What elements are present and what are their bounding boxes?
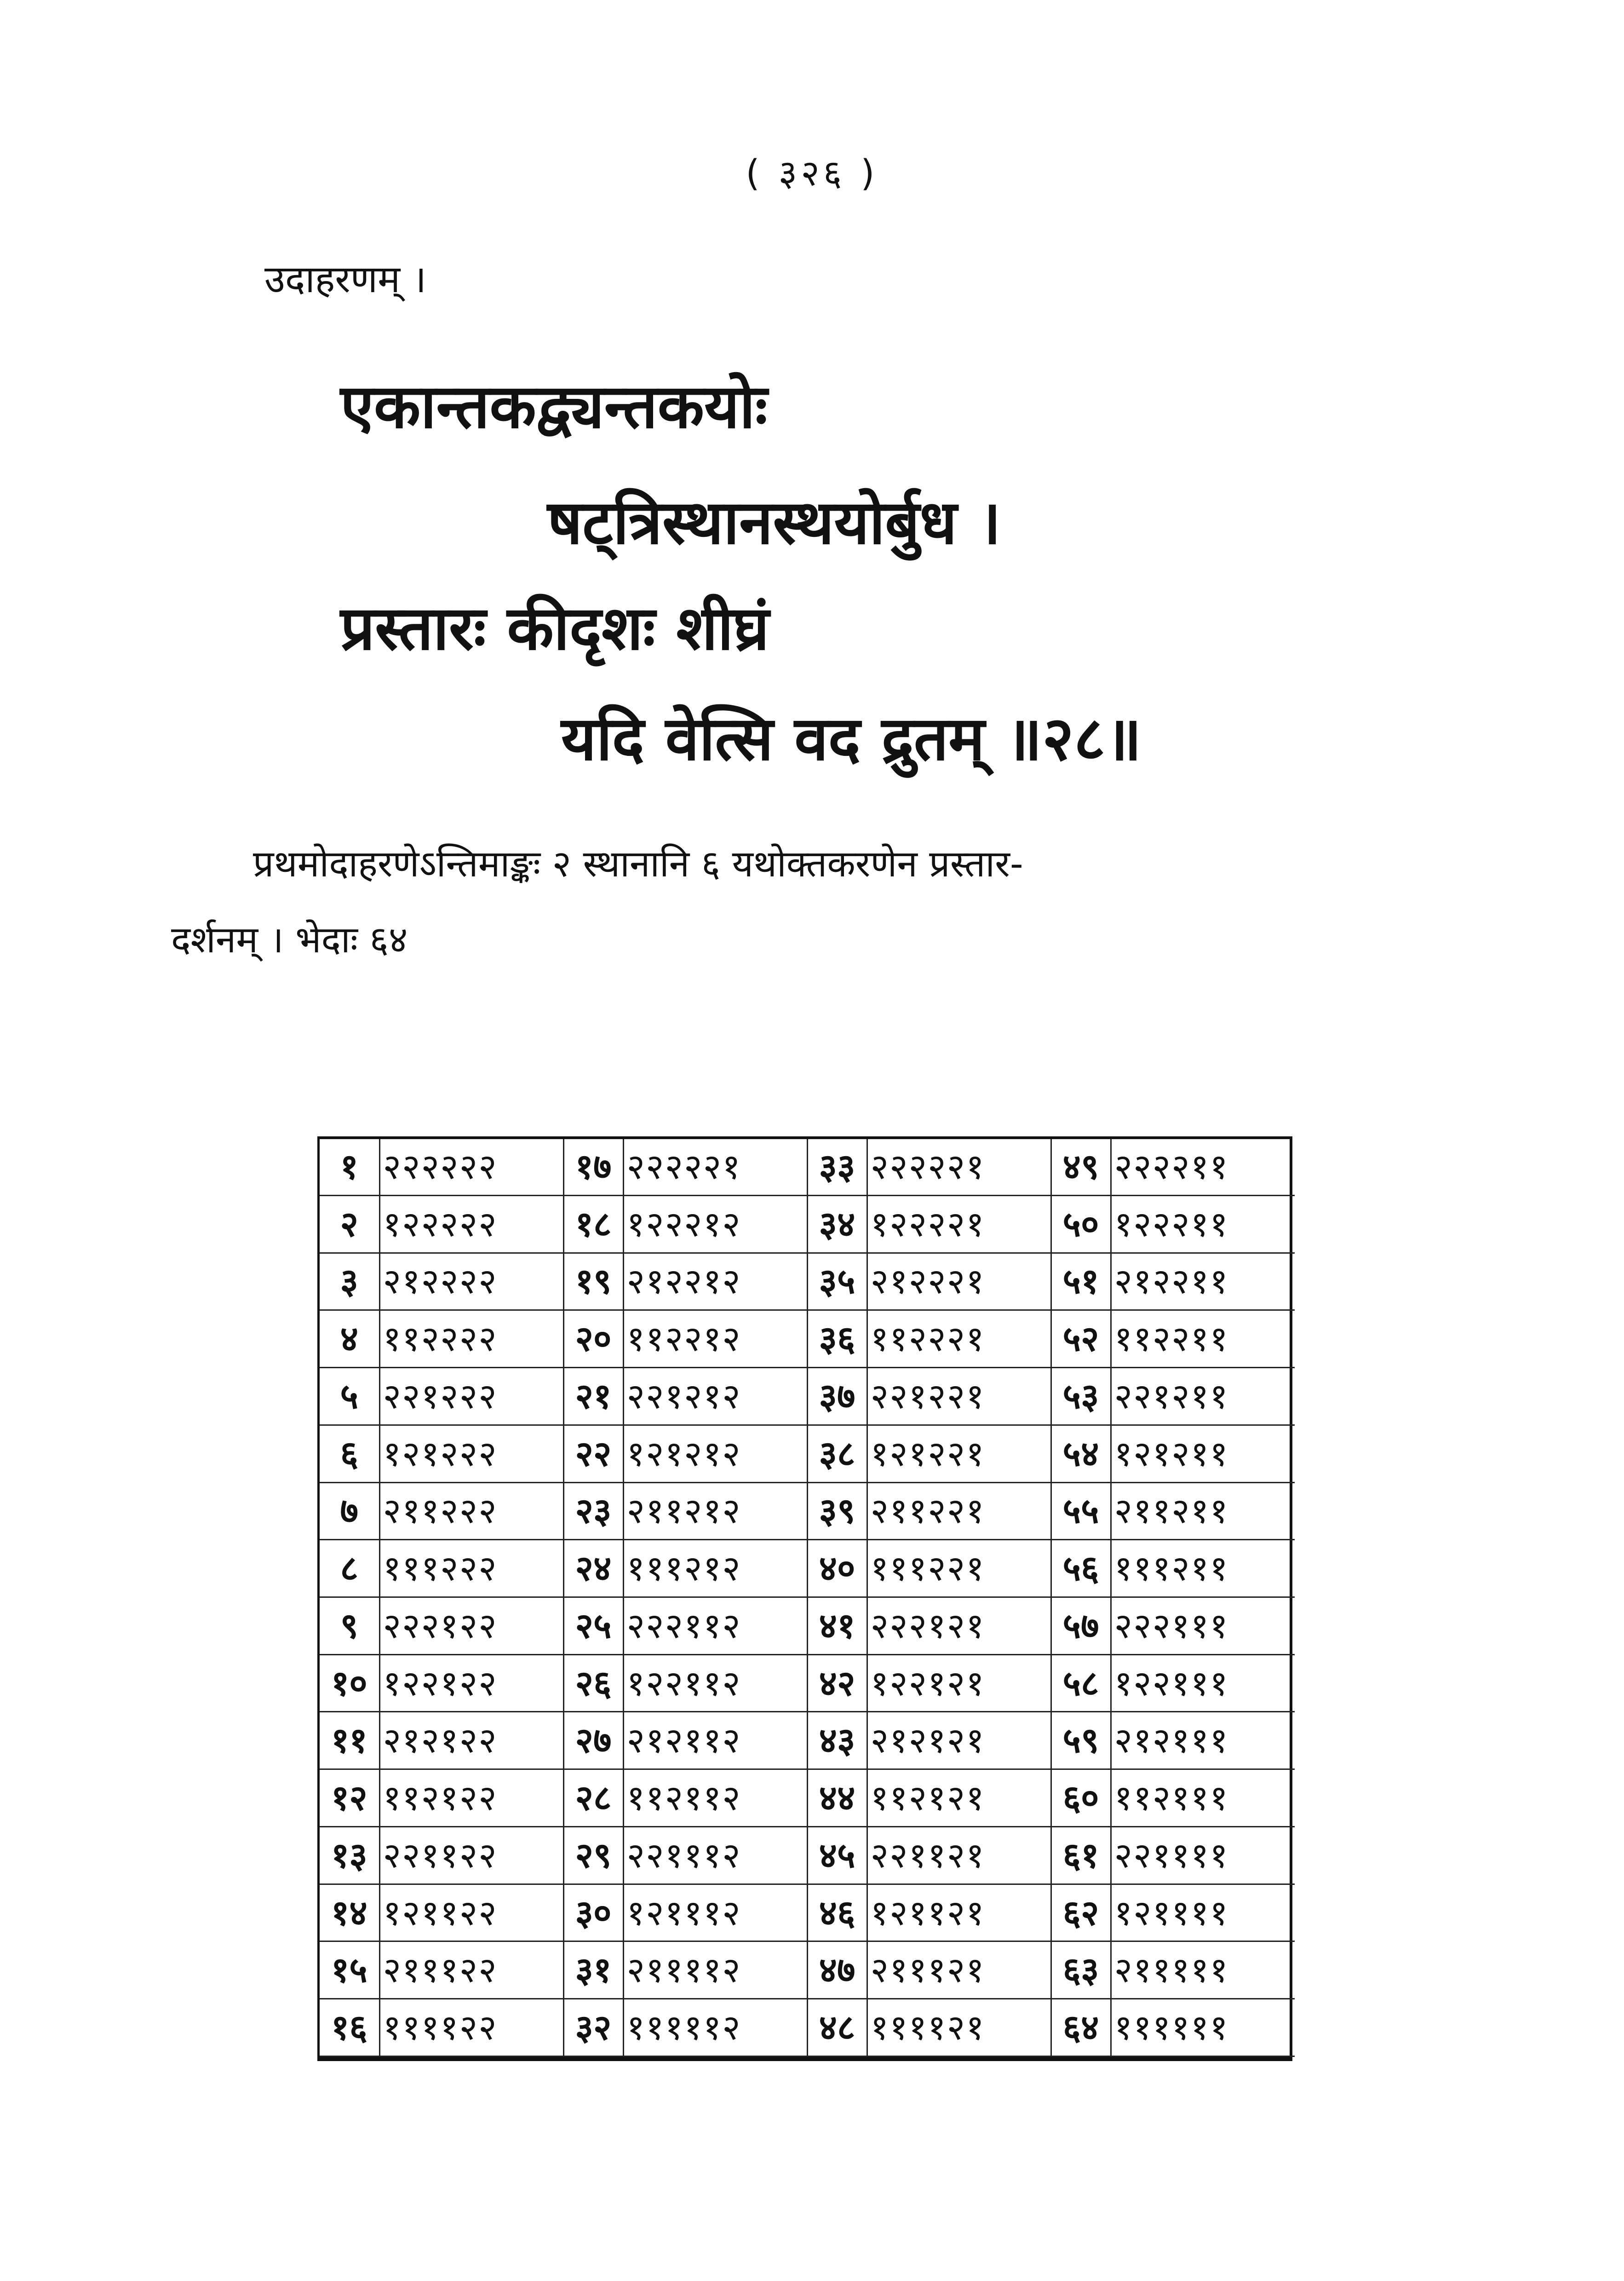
row-number-cell: ११ xyxy=(320,1712,379,1769)
row-number-cell: २३ xyxy=(563,1482,623,1540)
pattern-cell: २२२२११ xyxy=(1111,1139,1295,1195)
pattern-cell: ११११२२ xyxy=(379,1999,563,2056)
row-number-cell: ३ xyxy=(320,1253,379,1310)
pattern-cell: १११२११ xyxy=(1111,1540,1295,1597)
pattern-cell: १११२२२ xyxy=(379,1540,563,1597)
table-row xyxy=(320,1425,1295,1482)
pattern-cell: २२१२२१ xyxy=(867,1368,1051,1425)
pattern-cell: २११२२२ xyxy=(379,1482,563,1540)
row-number-cell: १ xyxy=(320,1139,379,1195)
page-number: ( ३२६ ) xyxy=(746,153,878,194)
row-number-cell: ४२ xyxy=(807,1654,867,1712)
pattern-cell: २११२२१ xyxy=(867,1482,1051,1540)
row-number-cell: ३६ xyxy=(807,1310,867,1368)
pattern-cell: १२१२२१ xyxy=(867,1425,1051,1482)
pattern-cell: २११२११ xyxy=(1111,1482,1295,1540)
row-number-cell: ८ xyxy=(320,1540,379,1597)
table-row xyxy=(320,1597,1295,1655)
table-row xyxy=(320,1368,1295,1425)
pattern-cell: २१११२२ xyxy=(379,1941,563,1999)
row-number-cell: ५४ xyxy=(1051,1425,1111,1482)
row-number-cell: १९ xyxy=(563,1253,623,1310)
row-number-cell: ५३ xyxy=(1051,1368,1111,1425)
pattern-cell: २२२११२ xyxy=(623,1597,807,1655)
pattern-cell: २२११२२ xyxy=(379,1826,563,1884)
row-number-cell: ४९ xyxy=(1051,1139,1111,1195)
pattern-cell: १२२२२२ xyxy=(379,1195,563,1253)
pattern-cell: १२१२१२ xyxy=(623,1425,807,1482)
table-row xyxy=(320,1999,1295,2056)
pattern-cell: २२११११ xyxy=(1111,1826,1295,1884)
row-number-cell: ६१ xyxy=(1051,1826,1111,1884)
row-number-cell: १३ xyxy=(320,1826,379,1884)
row-number-cell: २१ xyxy=(563,1368,623,1425)
table-row xyxy=(320,1253,1295,1310)
row-number-cell: ३८ xyxy=(807,1425,867,1482)
row-number-cell: ५१ xyxy=(1051,1253,1111,1310)
row-number-cell: ५० xyxy=(1051,1195,1111,1253)
row-number-cell: २५ xyxy=(563,1597,623,1655)
row-number-cell: ५९ xyxy=(1051,1712,1111,1769)
pattern-cell: २१२२११ xyxy=(1111,1253,1295,1310)
table-row xyxy=(320,1195,1295,1253)
pattern-cell: ११२११२ xyxy=(623,1769,807,1827)
pattern-cell: ११२१२२ xyxy=(379,1769,563,1827)
row-number-cell: ३२ xyxy=(563,1999,623,2056)
pattern-cell: ११२२२१ xyxy=(867,1310,1051,1368)
pattern-cell: २११२१२ xyxy=(623,1482,807,1540)
pattern-cell: १२२२२१ xyxy=(867,1195,1051,1253)
pattern-cell: २१२१११ xyxy=(1111,1712,1295,1769)
pattern-cell: २२२१२२ xyxy=(379,1597,563,1655)
row-number-cell: ३४ xyxy=(807,1195,867,1253)
table-row xyxy=(320,1654,1295,1712)
row-number-cell: ६० xyxy=(1051,1769,1111,1827)
row-number-cell: ९ xyxy=(320,1597,379,1655)
pattern-cell: २२२२२२ xyxy=(379,1139,563,1195)
row-number-cell: ५२ xyxy=(1051,1310,1111,1368)
pattern-cell: १२११११ xyxy=(1111,1884,1295,1941)
row-number-cell: ४१ xyxy=(807,1597,867,1655)
row-number-cell: २६ xyxy=(563,1654,623,1712)
row-number-cell: १० xyxy=(320,1654,379,1712)
commentary-line-2: दर्शनम् । भेदाः ६४ xyxy=(171,918,408,961)
row-number-cell: १४ xyxy=(320,1884,379,1941)
table-row xyxy=(320,1712,1295,1769)
row-number-cell: ५७ xyxy=(1051,1597,1111,1655)
pattern-cell: १२२१२१ xyxy=(867,1654,1051,1712)
row-number-cell: ४३ xyxy=(807,1712,867,1769)
table-row xyxy=(320,1540,1295,1597)
table-row xyxy=(320,1769,1295,1827)
pattern-cell: २११११२ xyxy=(623,1941,807,1999)
row-number-cell: ३० xyxy=(563,1884,623,1941)
pattern-cell: १२२२१२ xyxy=(623,1195,807,1253)
row-number-cell: २२ xyxy=(563,1425,623,1482)
row-number-cell: ४७ xyxy=(807,1941,867,1999)
pattern-cell: २१२२२२ xyxy=(379,1253,563,1310)
pattern-cell: १२११२२ xyxy=(379,1884,563,1941)
table-row xyxy=(320,1826,1295,1884)
pattern-cell: २१२११२ xyxy=(623,1712,807,1769)
pattern-cell: ११२२१२ xyxy=(623,1310,807,1368)
commentary-line-1: प्रथमोदाहरणेऽन्तिमाङ्कः २ स्थानानि ६ यथोक्तकरणेन प्रस्तार- xyxy=(253,842,1023,885)
example-heading: उदाहरणम् । xyxy=(264,258,427,301)
pattern-cell: २२१११२ xyxy=(623,1826,807,1884)
row-number-cell: ३९ xyxy=(807,1482,867,1540)
row-number-cell: ७ xyxy=(320,1482,379,1540)
row-number-cell: ४५ xyxy=(807,1826,867,1884)
row-number-cell: ४८ xyxy=(807,1999,867,2056)
pattern-cell: १२२१२२ xyxy=(379,1654,563,1712)
pattern-cell: २२१२२२ xyxy=(379,1368,563,1425)
pattern-cell: २१२१२१ xyxy=(867,1712,1051,1769)
pattern-cell: १२१११२ xyxy=(623,1884,807,1941)
row-number-cell: ३७ xyxy=(807,1368,867,1425)
row-number-cell: २९ xyxy=(563,1826,623,1884)
row-number-cell: २७ xyxy=(563,1712,623,1769)
pattern-cell: १११११२ xyxy=(623,1999,807,2056)
row-number-cell: ६३ xyxy=(1051,1941,1111,1999)
pattern-cell: १२२११२ xyxy=(623,1654,807,1712)
pattern-cell: १२११२१ xyxy=(867,1884,1051,1941)
row-number-cell: १५ xyxy=(320,1941,379,1999)
table-row xyxy=(320,1482,1295,1540)
pattern-cell: २१२२१२ xyxy=(623,1253,807,1310)
verse-line-1: एकान्तकद्व्यन्तकयोः xyxy=(340,371,768,442)
row-number-cell: ४ xyxy=(320,1310,379,1368)
row-number-cell: ३५ xyxy=(807,1253,867,1310)
verse-line-2: षट्त्रिस्थानस्थयोर्बुध । xyxy=(547,487,1001,558)
row-number-cell: ६२ xyxy=(1051,1884,1111,1941)
pattern-cell: ११२२११ xyxy=(1111,1310,1295,1368)
pattern-cell: १११२२१ xyxy=(867,1540,1051,1597)
pattern-cell: २२१२११ xyxy=(1111,1368,1295,1425)
pattern-cell: २१११२१ xyxy=(867,1941,1051,1999)
pattern-cell: २२२२२१ xyxy=(623,1139,807,1195)
row-number-cell: १७ xyxy=(563,1139,623,1195)
table-row xyxy=(320,1310,1295,1368)
pattern-cell: २२२१११ xyxy=(1111,1597,1295,1655)
row-number-cell: ५५ xyxy=(1051,1482,1111,1540)
table-row xyxy=(320,1941,1295,1999)
row-number-cell: ४० xyxy=(807,1540,867,1597)
table-row xyxy=(320,1139,1295,1195)
pattern-cell: १११२१२ xyxy=(623,1540,807,1597)
row-number-cell: ३१ xyxy=(563,1941,623,1999)
row-number-cell: ५६ xyxy=(1051,1540,1111,1597)
pattern-cell: ११२१२१ xyxy=(867,1769,1051,1827)
row-number-cell: ३३ xyxy=(807,1139,867,1195)
row-number-cell: २ xyxy=(320,1195,379,1253)
row-number-cell: १६ xyxy=(320,1999,379,2056)
table-row xyxy=(320,1884,1295,1941)
verse-line-4: यदि वेत्सि वद द्रुतम् ॥२८॥ xyxy=(561,703,1142,774)
row-number-cell: ५ xyxy=(320,1368,379,1425)
row-number-cell: ५८ xyxy=(1051,1654,1111,1712)
row-number-cell: २४ xyxy=(563,1540,623,1597)
pattern-cell: १२२२११ xyxy=(1111,1195,1295,1253)
row-number-cell: ६ xyxy=(320,1425,379,1482)
pattern-cell: १२१२११ xyxy=(1111,1425,1295,1482)
row-number-cell: १२ xyxy=(320,1769,379,1827)
pattern-cell: २२२१२१ xyxy=(867,1597,1051,1655)
row-number-cell: २८ xyxy=(563,1769,623,1827)
row-number-cell: ४४ xyxy=(807,1769,867,1827)
pattern-cell: २२११२१ xyxy=(867,1826,1051,1884)
pattern-cell: २१११११ xyxy=(1111,1941,1295,1999)
row-number-cell: २० xyxy=(563,1310,623,1368)
pattern-cell: ११२२२२ xyxy=(379,1310,563,1368)
pattern-cell: २१२१२२ xyxy=(379,1712,563,1769)
row-number-cell: १८ xyxy=(563,1195,623,1253)
prastara-table-frame xyxy=(317,1136,1292,2061)
pattern-cell: २१२२२१ xyxy=(867,1253,1051,1310)
row-number-cell: ४६ xyxy=(807,1884,867,1941)
pattern-cell: १२२१११ xyxy=(1111,1654,1295,1712)
pattern-cell: २२२२२१ xyxy=(867,1139,1051,1195)
pattern-cell: २२१२१२ xyxy=(623,1368,807,1425)
prastara-table xyxy=(320,1139,1295,2057)
pattern-cell: ११२१११ xyxy=(1111,1769,1295,1827)
pattern-cell: ११११२१ xyxy=(867,1999,1051,2056)
pattern-cell: १२१२२२ xyxy=(379,1425,563,1482)
row-number-cell: ६४ xyxy=(1051,1999,1111,2056)
pattern-cell: ११११११ xyxy=(1111,1999,1295,2056)
verse-line-3: प्रस्तारः कीदृशः शीघ्रं xyxy=(340,593,769,664)
